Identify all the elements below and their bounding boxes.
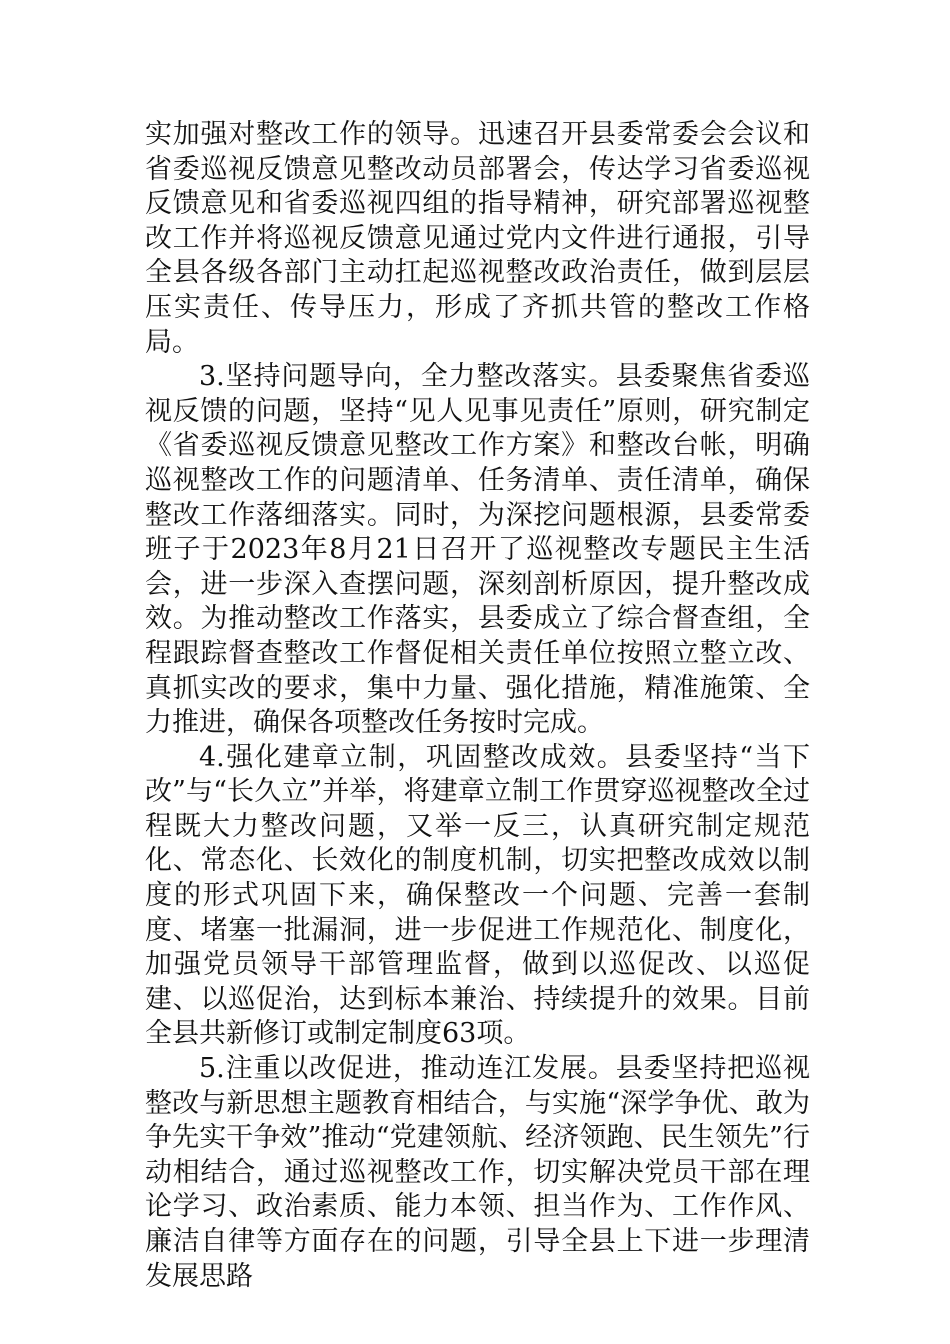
- paragraph-institution-building: 4.强化建章立制，巩固整改成效。县委坚持“当下改”与“长久立”并举，将建章立制工作贯穿巡视整改全过程既大力整改问题，又举一反三，认真研究制定规范化、常态化、长效化的制度机制，切实把整改成效以制度的形式巩固下来，确保整改一个问题、完善一套制度、堵塞一批漏洞，进一步促进工作规范化、制度化，加强党员领导干部管理监督，做到以巡促改、以巡促建、以巡促治，达到标本兼治、持续提升的效果。目前全县共新修订或制定制度63项。: [145, 741, 810, 1050]
- paragraph-promote-development: 5.注重以改促进，推动连江发展。县委坚持把巡视整改与新思想主题教育相结合，与实施“深学争优、敢为争先实干争效”推动“党建领航、经济领跑、民生领先”行动相结合，通过巡视整改工作，切实解决党员干部在理论学习、政治素质、能力本领、担当作为、工作作风、廉洁自律等方面存在的问题，引导全县上下进一步理清发展思路: [145, 1053, 810, 1292]
- document-page: [145, 118, 810, 1294]
- paragraph-leadership: 实加强对整改工作的领导。迅速召开县委常委会会议和省委巡视反馈意见整改动员部署会，传达学习省委巡视反馈意见和省委巡视四组的指导精神，研究部署巡视整改工作并将巡视反馈意见通过党内文件进行通报，引导全县各级各部门主动扛起巡视整改政治责任，做到层层压实责任、传导压力，形成了齐抓共管的整改工作格局。: [145, 119, 810, 358]
- paragraph-problem-oriented: 3.坚持问题导向，全力整改落实。县委聚焦省委巡视反馈的问题，坚持“见人见事见责任”原则，研究制定《省委巡视反馈意见整改工作方案》和整改台帐，明确巡视整改工作的问题清单、任务清单、责任清单，确保整改工作落细落实。同时，为深挖问题根源，县委常委班子于2023年8月21日召开了巡视整改专题民主生活会，进一步深入查摆问题，深刻剖析原因，提升整改成效。为推动整改工作落实，县委成立了综合督查组，全程跟踪督查整改工作督促相关责任单位按照立整立改、真抓实改的要求，集中力量、强化措施，精准施策、全力推进，确保各项整改任务按时完成。: [145, 361, 810, 739]
